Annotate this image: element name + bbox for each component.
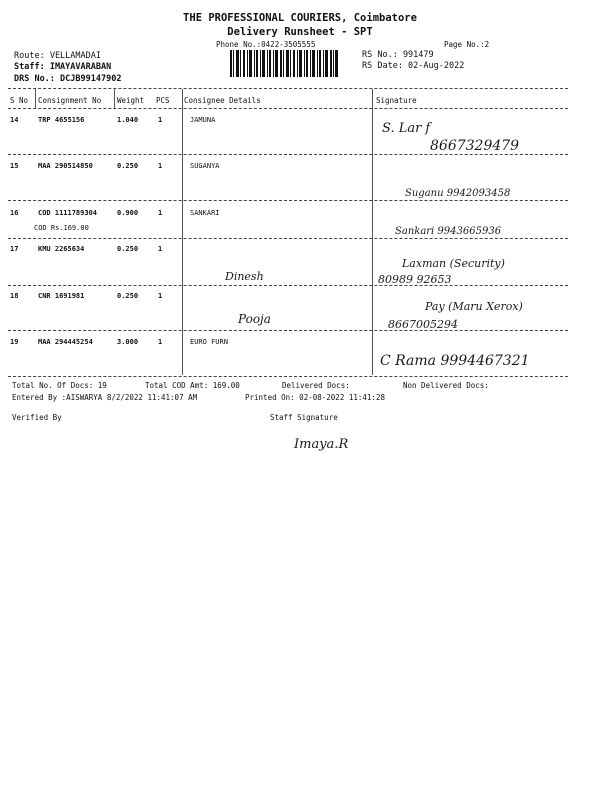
row-pcs: 1 [158,245,163,253]
row-pcs: 1 [158,292,163,300]
phone-row-14: 8667329479 [430,138,520,154]
delivered-docs: Delivered Docs: [282,381,350,390]
row-weight: 3.000 [117,338,139,346]
staff-handwritten-signature: Imaya.R [294,437,349,452]
signature-row-18: Pay (Maru Xerox) [425,300,523,313]
col-signature: Signature [376,96,417,105]
signature-row-17: Laxman (Security) [402,257,505,270]
row-consignment: COD 1111789304 [38,209,98,217]
printed-on: Printed On: 02-08-2022 11:41:28 [245,393,385,402]
signature-row-19: C Rama 9994467321 [380,353,530,369]
row-weight: 1.040 [117,116,139,124]
signature-row-14: S. Lar f [382,121,431,136]
col-sno: S No [10,96,29,105]
rs-date: RS Date: 02-Aug-2022 [362,61,465,71]
row-pcs: 1 [158,162,163,170]
company-name: THE PROFESSIONAL COURIERS, Coimbatore [183,12,417,24]
row-sno: 19 [10,338,19,346]
row-sno: 17 [10,245,19,253]
drs-number: DRS No.: DCJB99147902 [14,74,122,84]
row-weight: 0.250 [117,292,139,300]
row-pcs: 1 [158,209,163,217]
route-label: Route: VELLAMADAI [14,51,101,61]
staff-signature-label: Staff Signature [270,413,338,422]
row-consignee: SANKARI [190,209,220,217]
row-weight: 0.900 [117,209,139,217]
signature-row-16: Sankari 9943665936 [395,226,502,237]
row-consignment: CNR 1691981 [38,292,85,300]
document-title: Delivery Runsheet - SPT [227,26,373,38]
row-sno: 18 [10,292,19,300]
consignee-row-17: Dinesh [225,270,264,283]
verified-by: Verified By [12,413,62,422]
row-sno: 15 [10,162,19,170]
staff-label: Staff: IMAYAVARABAN [14,62,112,72]
phone-row-18: 8667005294 [388,318,458,331]
row-consignment: KMU 2265634 [38,245,85,253]
row-sno: 14 [10,116,19,124]
row-pcs: 1 [158,116,163,124]
entered-by: Entered By :AISWARYA 8/2/2022 11:41:07 AM [12,393,198,402]
phone-row-17: 80989 92653 [378,273,452,286]
total-cod: Total COD Amt: 169.00 [145,381,240,390]
row-pcs: 1 [158,338,163,346]
row-consignee: EURO FURN [190,338,228,346]
cod-amount-note: COD Rs.169.00 [34,224,89,232]
row-consignee: JAMUNA [190,116,216,124]
phone-number: Phone No.:0422-3505555 [216,40,316,49]
col-consignee: Consignee Details [184,96,261,105]
non-delivered-docs: Non Delivered Docs: [403,381,489,390]
total-docs: Total No. Of Docs: 19 [12,381,107,390]
col-pcs: PCS [156,96,170,105]
col-weight: Weight [117,96,145,105]
signature-row-15: Suganu 9942093458 [405,188,511,199]
row-consignment: MAA 290514850 [38,162,93,170]
row-consignment: MAA 294445254 [38,338,93,346]
row-consignment: TRP 4655156 [38,116,85,124]
page-number: Page No.:2 [444,40,490,49]
col-consignment: Consignment No [38,96,102,105]
row-sno: 16 [10,209,19,217]
row-consignee: SUGANYA [190,162,220,170]
row-weight: 0.250 [117,162,139,170]
consignee-row-18: Pooja [238,312,271,326]
rs-number: RS No.: 991479 [362,50,434,60]
row-weight: 0.250 [117,245,139,253]
